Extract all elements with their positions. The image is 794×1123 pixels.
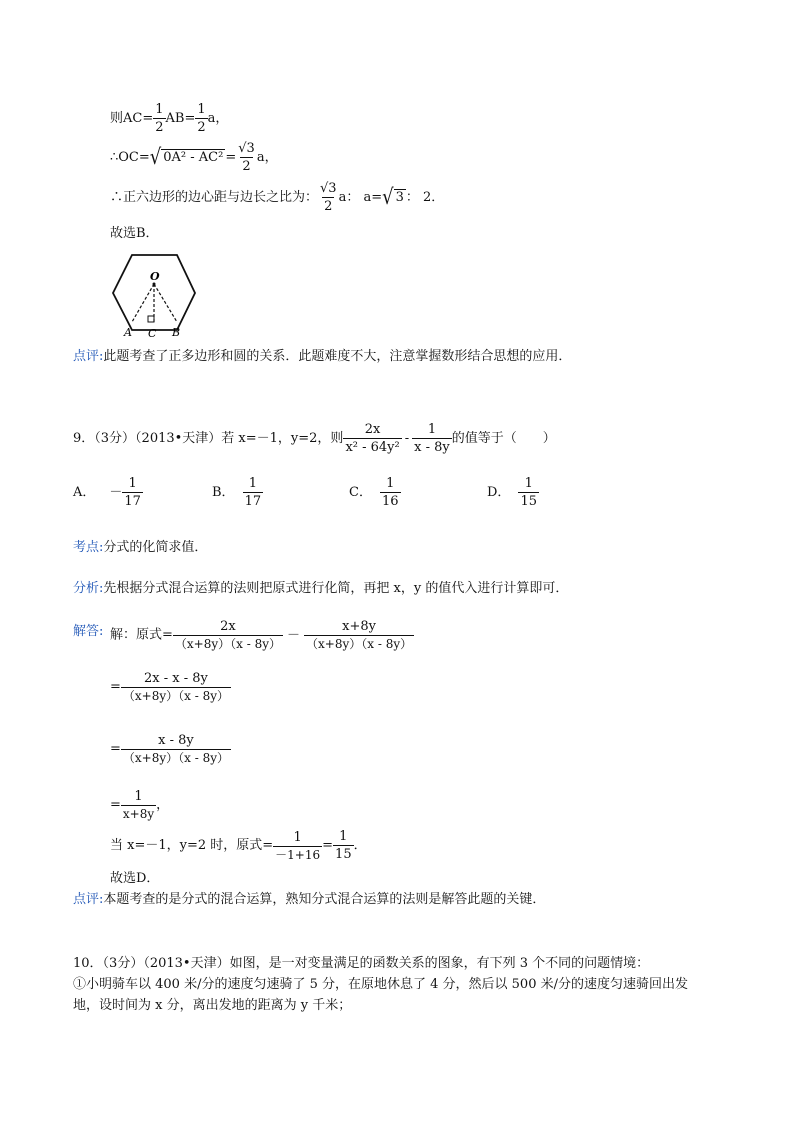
fraction: $\frac{1}{2}$ bbox=[197, 102, 206, 135]
solution8-line3: ∴正六边形的边心距与边长之比为： $\frac{√3}{2}$ a： a= √ 3 ： 2． bbox=[110, 181, 445, 214]
question10-stem: 10．（3分）（2013•天津）如图，是一对变量满足的函数关系的图象，有下列 3 个不同的问题情境： bbox=[73, 956, 650, 971]
fraction: $\frac{2x - x - 8y}{(x+8y)(x - 8y)}$ bbox=[122, 671, 230, 703]
solution9-line4: = $\frac{1}{x+8y}$ ， bbox=[110, 789, 170, 821]
fraction: $\frac{2x}{(x+8y)(x - 8y)}$ bbox=[174, 619, 282, 651]
solution8-line2: ∴OC= √ 0A² - AC² = $\frac{√3}{2}$ a， bbox=[110, 141, 278, 174]
sqrt-expression: √ 3 bbox=[382, 184, 404, 210]
fraction: $\frac{x+8y}{(x+8y)(x - 8y)}$ bbox=[306, 619, 413, 651]
fraction: $\frac{x - 8y}{(x+8y)(x - 8y)}$ bbox=[122, 733, 230, 765]
sqrt-expression: √ 0A² - AC² bbox=[149, 144, 224, 170]
question10-line3: 地，设时间为 x 分，离出发地的距离为 y 千米； bbox=[73, 998, 352, 1013]
solution9-line2: = $\frac{2x - x - 8y}{(x+8y)(x - 8y)}$ bbox=[110, 671, 230, 703]
comment9: 点评:本题考查的是分式的混合运算，熟知分式混合运算的法则是解答此题的关键． bbox=[73, 892, 546, 907]
fraction: $\frac{1}{-1+16}$ bbox=[275, 829, 321, 862]
fraction: $\frac{1}{2}$ bbox=[155, 102, 164, 135]
figure-label-c: C bbox=[148, 327, 157, 340]
question9-stem: 9．（3分）（2013•天津）若 x=－1，y=2，则 $\frac{2x}{\text{x² - 64y²}}$ - $\frac{1}{x - 8y}$ 的值等于（ ） bbox=[73, 422, 556, 455]
option-a[interactable]: A． － $\frac{1}{17}$ bbox=[73, 476, 141, 509]
comment-label: 点评: bbox=[73, 349, 104, 364]
solution9-choice: 故选D． bbox=[110, 871, 160, 886]
fenxi: 分析:先根据分式混合运算的法则把原式进行化简，再把 x，y 的值代入进行计算即可． bbox=[73, 581, 569, 596]
fraction: $\frac{1}{15}$ bbox=[520, 476, 537, 509]
solution8-choice: 故选B． bbox=[110, 226, 159, 241]
figure-label-b: B bbox=[172, 326, 181, 339]
option-b[interactable]: B． $\frac{1}{17}$ bbox=[212, 476, 262, 509]
solution8-line1: 则AC= $\frac{1}{2}$ AB= $\frac{1}{2}$ a， bbox=[110, 102, 229, 135]
fraction: $\frac{√3}{2}$ bbox=[320, 181, 337, 214]
fraction: $\frac{2x}{\text{x² - 64y²}}$ bbox=[345, 422, 400, 455]
fraction: $\frac{1}{15}$ bbox=[335, 829, 352, 862]
fraction: $\frac{1}{17}$ bbox=[124, 476, 141, 509]
fraction: $\frac{1}{17}$ bbox=[244, 476, 262, 509]
jieda-label: 解答: bbox=[73, 624, 104, 639]
solution9-substitution: 当 x=－1，y=2 时，原式= $\frac{1}{-1+16}$ = $\frac{1}{15}$ ． bbox=[110, 829, 367, 862]
kaodian-label: 考点: bbox=[73, 540, 104, 555]
option-c[interactable]: C． $\frac{1}{16}$ bbox=[349, 476, 399, 509]
figure-label-o: O bbox=[150, 270, 160, 283]
comment8: 点评:此题考查了正多边形和圆的关系．此题难度不大，注意掌握数形结合思想的应用． bbox=[73, 349, 572, 364]
kaodian: 考点:分式的化简求值． bbox=[73, 540, 208, 555]
fraction: $\frac{1}{x - 8y}$ bbox=[414, 422, 450, 455]
comment-label: 点评: bbox=[73, 892, 104, 907]
hexagon-figure bbox=[108, 250, 200, 340]
fenxi-label: 分析: bbox=[73, 581, 104, 596]
fraction: $\frac{1}{x+8y}$ bbox=[122, 789, 155, 821]
fraction: $\frac{1}{16}$ bbox=[381, 476, 399, 509]
solution9-line1: 解：原式= $\frac{2x}{(x+8y)(x - 8y)}$ － $\frac{x+8y}{(x+8y)(x - 8y)}$ bbox=[110, 619, 413, 651]
solution9-line3: = $\frac{x - 8y}{(x+8y)(x - 8y)}$ bbox=[110, 733, 230, 765]
fraction: $\frac{√3}{2}$ bbox=[238, 141, 255, 174]
option-d[interactable]: D． $\frac{1}{15}$ bbox=[487, 476, 537, 509]
figure-label-a: A bbox=[124, 326, 132, 339]
question10-line2: ①小明骑车以 400 米/分的速度匀速骑了 5 分，在原地休息了 4 分，然后以 500 米/分的速度匀速骑回出发 bbox=[73, 977, 688, 992]
